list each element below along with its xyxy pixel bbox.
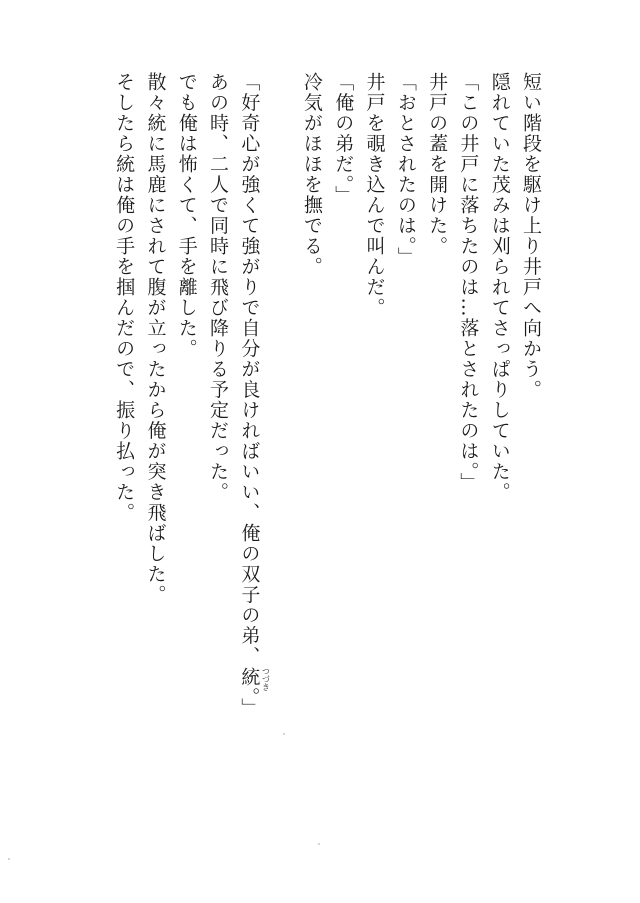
text-line: 「おとされたのは。」 — [394, 72, 417, 268]
ruby-base: 統 つづき — [238, 666, 271, 691]
ruby-line-lead: 「好奇心が強くて強がりで自分が良ければいい、俺の双子の弟、 — [238, 72, 261, 667]
paper-speck — [283, 733, 285, 735]
text-line-with-ruby — [233, 72, 271, 719]
furigana-reading: つづき — [261, 666, 271, 691]
paper-speck — [8, 858, 10, 860]
ruby-line-tail: 。」 — [238, 687, 261, 719]
text-line: 「この井戸に落ちたのは…落とされたのは。」 — [457, 72, 480, 493]
text-line: そしたら統は俺の手を掴んだので、振り払った。 — [113, 72, 136, 523]
paragraph-break — [264, 72, 295, 672]
text-line: 冷気がほほを撫でる。 — [300, 72, 323, 277]
text-line: 短い階段を駆け上り井戸へ向かう。 — [520, 72, 542, 400]
text-line: 井戸の蓋を開けた。 — [426, 72, 449, 257]
text-line: 隠れていた茂みは刈られてさっぱりしていた。 — [488, 72, 511, 503]
vertical-text-block — [108, 72, 546, 719]
paper-speck — [318, 843, 320, 845]
text-line: 「俺の弟だ。」 — [332, 72, 355, 206]
text-line: 散々統に馬鹿にされて腹が立ったから俺が突き飛ばした。 — [144, 72, 167, 605]
text-line: 井戸を覗き込んで叫んだ。 — [363, 72, 386, 318]
text-line: あの時、二人で同時に飛び降りる予定だった。 — [207, 72, 230, 503]
text-line: でも俺は怖くて、手を離した。 — [175, 72, 198, 359]
